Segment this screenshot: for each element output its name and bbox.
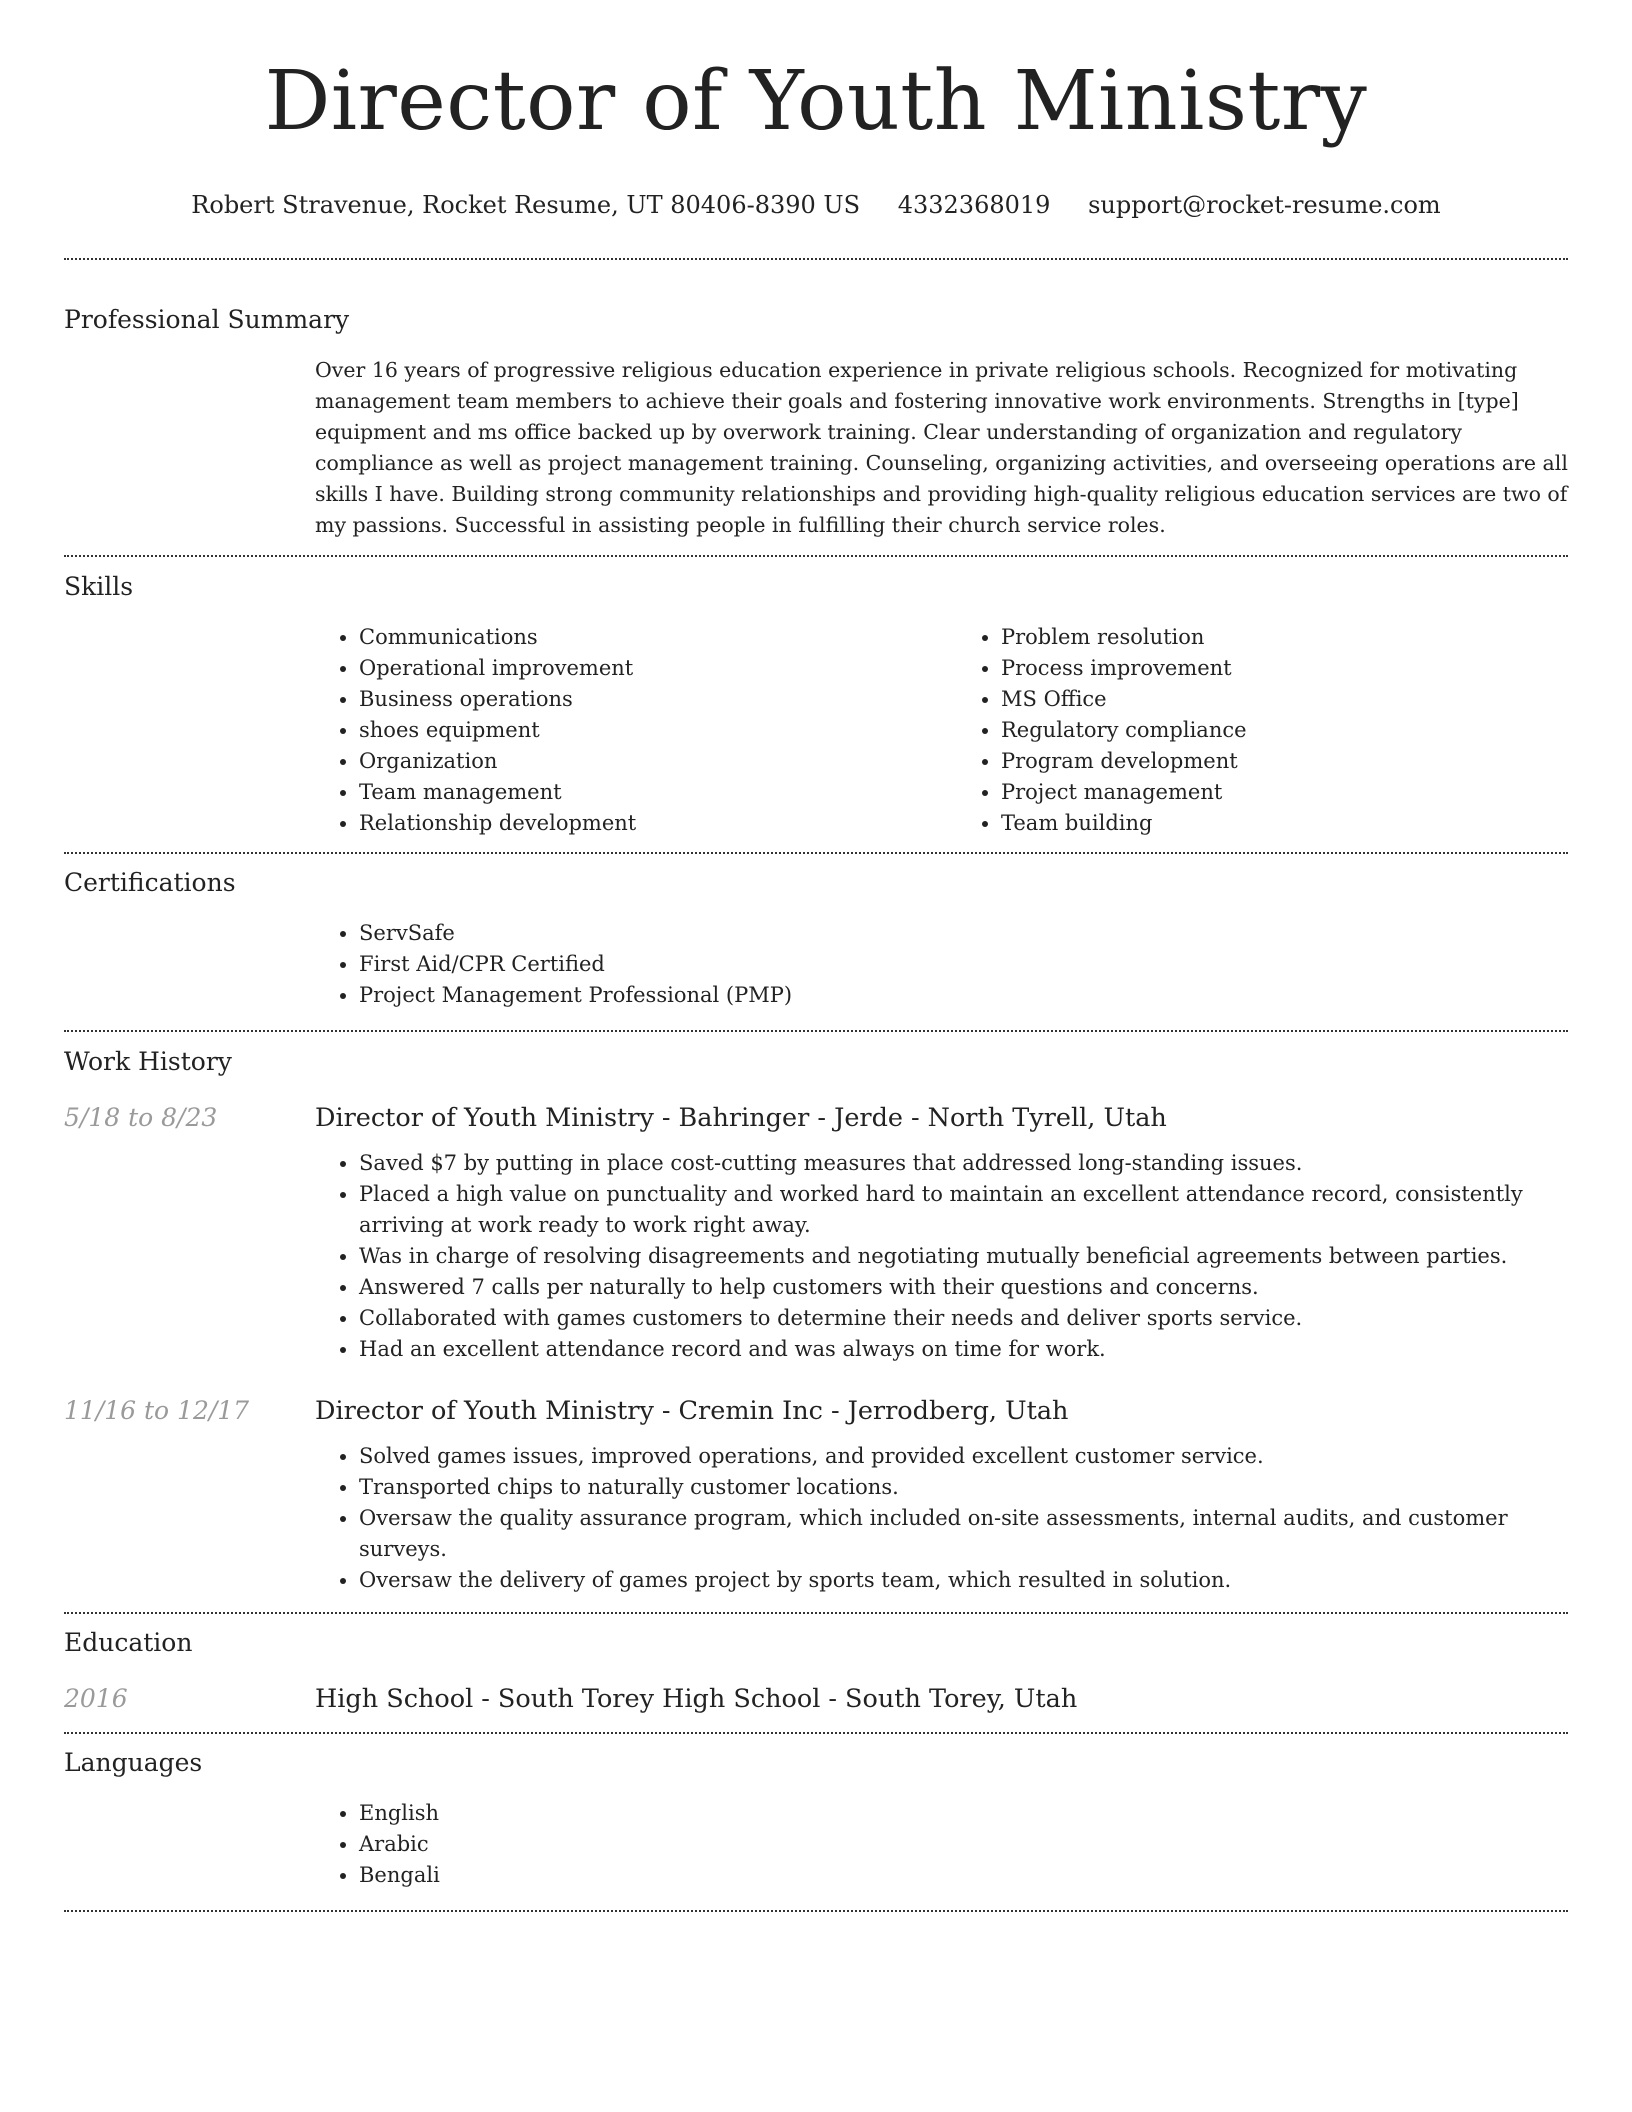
skill-item: • Process improvement (1001, 653, 1539, 684)
job-bullets (315, 1441, 1568, 1596)
skill-item: • shoes equipment (359, 715, 930, 746)
skills-section (64, 569, 1568, 839)
contact-line (64, 188, 1568, 222)
languages-list (315, 1798, 1568, 1891)
education-section (64, 1625, 1568, 1717)
resume-name-title: Director of Youth Ministry (264, 54, 1368, 149)
section-divider (64, 258, 1568, 260)
job-location: North Tyrell, Utah (927, 1103, 1167, 1133)
skills-list-left (315, 622, 930, 839)
job-bullet: • Solved games issues, improved operations, and provided excellent customer service. (359, 1441, 1568, 1472)
skill-item: • MS Office (1001, 684, 1539, 715)
skills-heading: Skills (64, 572, 134, 601)
summary-heading: Professional Summary (64, 305, 350, 334)
contact-email: support@rocket-resume.com (1088, 191, 1441, 219)
certification-item: • First Aid/CPR Certified (359, 949, 1568, 980)
summary-section (64, 302, 1568, 541)
skill-item: • Relationship development (359, 808, 930, 839)
job-bullets (315, 1148, 1568, 1365)
job-bullet: • Had an excellent attendance record and was always on time for work. (359, 1334, 1568, 1365)
skill-item: • Program development (1001, 746, 1539, 777)
job-bullet: • Answered 7 calls per naturally to help customers with their questions and concerns. (359, 1272, 1568, 1303)
skill-item: • Team building (1001, 808, 1539, 839)
section-divider (64, 852, 1568, 854)
skill-item: • Communications (359, 622, 930, 653)
job-role: Director of Youth Ministry (315, 1103, 654, 1133)
language-item: • Arabic (359, 1829, 1568, 1860)
education-school: South Torey High School (497, 1684, 821, 1714)
certification-item: • ServSafe (359, 918, 1568, 949)
education-year: 2016 (64, 1684, 128, 1713)
section-divider (64, 1030, 1568, 1032)
job-role: Director of Youth Ministry (315, 1396, 654, 1426)
section-divider (64, 555, 1568, 557)
section-divider (64, 1910, 1568, 1912)
language-item: • Bengali (359, 1860, 1568, 1891)
skill-item: • Project management (1001, 777, 1539, 808)
job-bullet: • Transported chips to naturally customer locations. (359, 1472, 1568, 1503)
education-location: South Torey, Utah (845, 1684, 1078, 1714)
skill-item: • Business operations (359, 684, 930, 715)
education-degree: High School (315, 1684, 474, 1714)
job-bullet: • Placed a high value on punctuality and worked hard to maintain an excellent attendance record, consistently arriving at work ready to work right away. (359, 1179, 1568, 1241)
contact-address: Robert Stravenue, Rocket Resume, UT 80406-8390 US (191, 191, 861, 219)
language-item: • English (359, 1798, 1568, 1829)
job-dates: 11/16 to 12/17 (64, 1396, 250, 1425)
job-entry (64, 1100, 1568, 1365)
summary-text: Over 16 years of progressive religious education experience in private religious schools. Recognized for motivating management team members to achieve their goals and fostering innovative work environments. Strengths in [type] equipment and ms office backed up by overwork training. Clear understanding of organization and regulatory compliance as well as project management training. Counseling, organizing activities, and overseeing operations are all skills I have. Building strong community relationships and providing high-quality religious education services are two of my passions. Successful in assisting people in fulfilling their church service roles. (315, 358, 1568, 537)
job-company: Bahringer - Jerde (678, 1103, 904, 1133)
job-dates: 5/18 to 8/23 (64, 1103, 218, 1132)
languages-heading: Languages (64, 1748, 203, 1777)
job-heading: Director of Youth Ministry - Bahringer - Jerde - North Tyrell, Utah (315, 1103, 1167, 1133)
skills-grid (315, 622, 1568, 839)
skills-list-right (930, 622, 1539, 839)
education-heading-line: High School - South Torey High School - South Torey, Utah (315, 1684, 1078, 1714)
job-bullet: • Saved $7 by putting in place cost-cutting measures that addressed long-standing issues. (359, 1148, 1568, 1179)
job-bullet: • Was in charge of resolving disagreements and negotiating mutually beneficial agreements between parties. (359, 1241, 1568, 1272)
section-divider (64, 1612, 1568, 1614)
contact-phone: 4332368019 (897, 191, 1051, 219)
certifications-heading: Certifications (64, 868, 236, 897)
skill-item: • Organization (359, 746, 930, 777)
certifications-section (64, 865, 1568, 1011)
languages-section (64, 1745, 1568, 1891)
certifications-list (315, 918, 1568, 1011)
skill-item: • Regulatory compliance (1001, 715, 1539, 746)
job-bullet: • Oversaw the delivery of games project by sports team, which resulted in solution. (359, 1565, 1568, 1596)
skill-item: • Operational improvement (359, 653, 930, 684)
education-heading: Education (64, 1628, 193, 1657)
education-entry (64, 1681, 1568, 1717)
job-company: Cremin Inc (678, 1396, 823, 1426)
skill-item: • Problem resolution (1001, 622, 1539, 653)
job-location: Jerrodberg, Utah (847, 1396, 1069, 1426)
section-divider (64, 1732, 1568, 1734)
job-entry (64, 1393, 1568, 1596)
skill-item: • Team management (359, 777, 930, 808)
job-bullet: • Collaborated with games customers to determine their needs and deliver sports service. (359, 1303, 1568, 1334)
job-bullet: • Oversaw the quality assurance program, which included on-site assessments, internal audits, and customer surveys. (359, 1503, 1568, 1565)
certification-item: • Project Management Professional (PMP) (359, 980, 1568, 1011)
work-history-section (64, 1044, 1568, 1596)
work-history-heading: Work History (64, 1047, 232, 1076)
job-heading: Director of Youth Ministry - Cremin Inc - Jerrodberg, Utah (315, 1396, 1069, 1426)
